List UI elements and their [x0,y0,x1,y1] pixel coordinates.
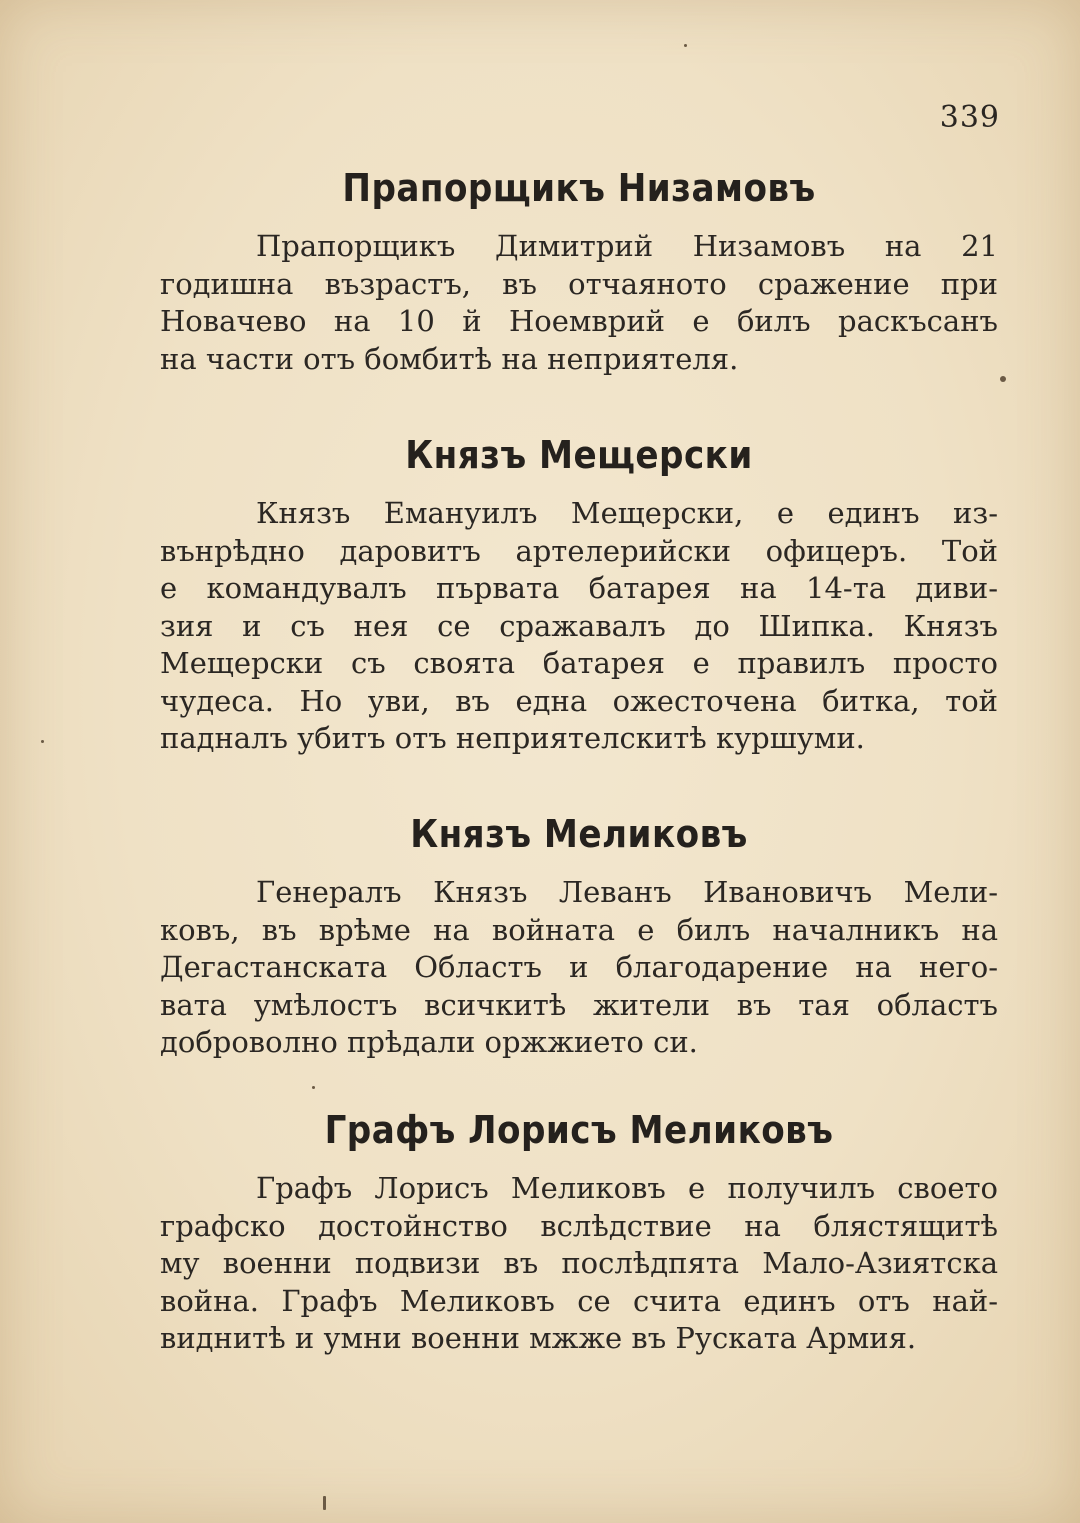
paper-speck [1000,376,1006,382]
paper-speck [323,1496,326,1510]
text-line: Генералъ Князъ Леванъ Ивановичъ Мели- [256,875,998,909]
section-paragraph [160,1170,998,1358]
text-line: зия и съ нея се сражавалъ до Шипка. Князъ [160,608,998,643]
section-heading: Прапорщикъ Низамовъ [342,166,816,210]
section-heading: Князъ Мещерски [405,433,753,477]
page-number: 339 [939,100,1000,135]
text-line: му военни подвизи въ послѣдпята Мало-Азиятска [160,1246,998,1280]
paper-speck [312,1086,315,1089]
section-paragraph [160,228,998,378]
text-line: Новачево на 10 й Ноемврий е билъ раскъсанъ [160,304,998,338]
text-line: Дегастанската Областъ и благодарение на него- [160,950,998,984]
text-line: доброволно прѣдали оржжието си. [160,1025,698,1059]
section-heading: Графъ Лорисъ Меликовъ [324,1108,834,1152]
section-loris-melikov [160,1108,998,1358]
text-line: чудеса. Но уви, въ една ожесточена битка, той [160,683,998,718]
paper-speck [41,740,44,743]
text-line: виднитѣ и умни военни мжже въ Руската Армия. [160,1321,917,1355]
text-line: ковъ, въ врѣме на войната е билъ началникъ на [160,912,998,947]
text-line: вънрѣдно даровитъ артелерийски офицеръ. Той [160,533,998,568]
text-line: вата умѣлостъ всичкитѣ жители въ тая областъ [160,987,998,1022]
text-line: Князъ Емануилъ Мещерски, е единъ из- [256,496,998,530]
text-line: Мещерски съ своята батарея е правилъ просто [160,646,998,680]
section-melikov [160,812,998,1062]
section-meshcherski [160,433,998,758]
text-line: падналъ убитъ отъ неприятелскитѣ куршуми. [160,721,865,755]
section-nizamov [160,166,998,378]
paper-speck [684,44,687,47]
text-line: Графъ Лорисъ Меликовъ е получилъ своето [256,1171,998,1205]
text-line: графско достойнство вслѣдствие на блястящитѣ [160,1208,998,1243]
section-paragraph [160,495,998,758]
text-line: Прапорщикъ Димитрий Низамовъ на 21 [256,229,998,263]
section-paragraph [160,874,998,1062]
text-line: е командувалъ първата батарея на 14-та диви- [160,571,998,605]
section-heading: Князъ Меликовъ [410,812,748,856]
text-line: война. Графъ Меликовъ се счита единъ отъ най- [160,1283,998,1318]
text-line: на части отъ бомбитѣ на неприятеля. [160,341,739,376]
text-line: годишна възрастъ, въ отчаяното сражение при [160,266,998,301]
